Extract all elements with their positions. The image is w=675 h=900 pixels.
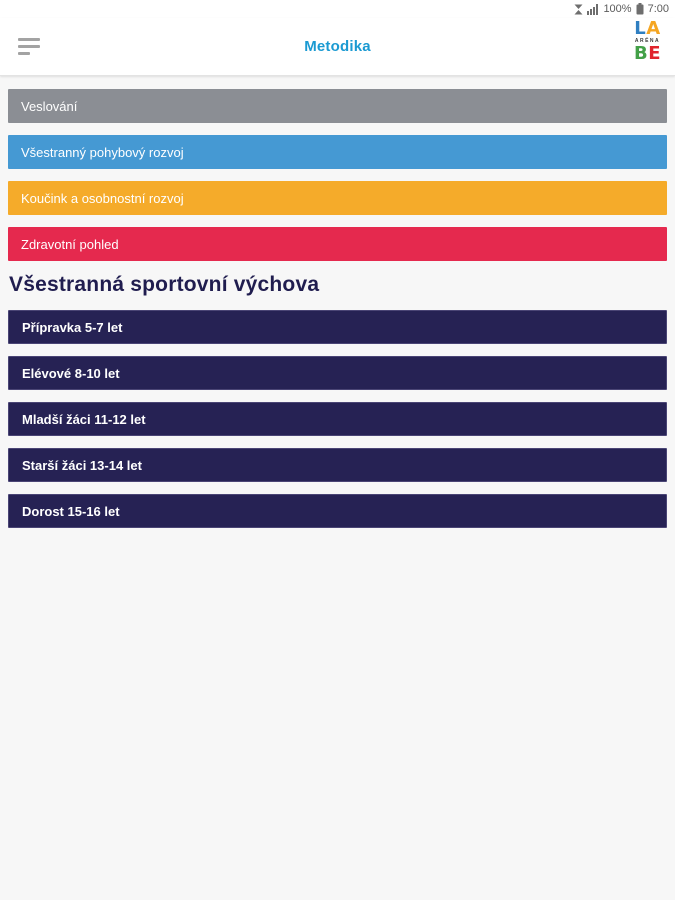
age-group-button-elevove[interactable] <box>8 356 667 390</box>
age-group-button-pripravka[interactable] <box>8 310 667 344</box>
age-group-label: Elévové 8-10 let <box>22 365 120 381</box>
clock-label: 7:00 <box>647 3 669 15</box>
age-group-label: Starší žáci 13-14 let <box>22 457 142 473</box>
status-bar <box>0 0 675 18</box>
category-label: Zdravotní pohled <box>21 236 119 252</box>
page-title: Metodika <box>304 38 371 55</box>
hourglass-icon <box>574 4 583 15</box>
logo-letter-b: B <box>633 43 649 64</box>
category-label: Všestranný pohybový rozvoj <box>21 144 184 160</box>
logo-letter-e: E <box>648 43 661 64</box>
age-group-button-starsi-zaci[interactable] <box>8 448 667 482</box>
age-group-label: Dorost 15-16 let <box>22 503 120 519</box>
signal-strength-icon <box>587 4 599 15</box>
logo-subtext: ARÉNA <box>634 38 661 44</box>
category-label: Veslování <box>21 98 78 114</box>
battery-icon <box>636 3 644 15</box>
age-group-label: Přípravka 5-7 let <box>22 319 123 335</box>
app-bar <box>0 18 675 76</box>
age-group-button-mladsi-zaci[interactable] <box>8 402 667 436</box>
category-label: Koučink a osobnostní rozvoj <box>21 190 184 206</box>
logo-letter-a: A <box>646 18 661 39</box>
category-button-vsestranny-pohybovy-rozvoj[interactable] <box>8 135 667 169</box>
category-button-zdravotni-pohled[interactable] <box>8 227 667 261</box>
labe-arena-logo[interactable] <box>634 20 661 63</box>
section-title: Všestranná sportovní výchova <box>9 273 320 296</box>
category-button-koucink-a-osobnostni-rozvoj[interactable] <box>8 181 667 215</box>
battery-percent-label: 100% <box>603 3 632 15</box>
age-group-button-dorost[interactable] <box>8 494 667 528</box>
logo-letter-l: L <box>634 18 647 39</box>
content-area <box>0 76 675 528</box>
age-group-label: Mladší žáci 11-12 let <box>22 411 146 427</box>
category-button-veslovani[interactable] <box>8 89 667 123</box>
